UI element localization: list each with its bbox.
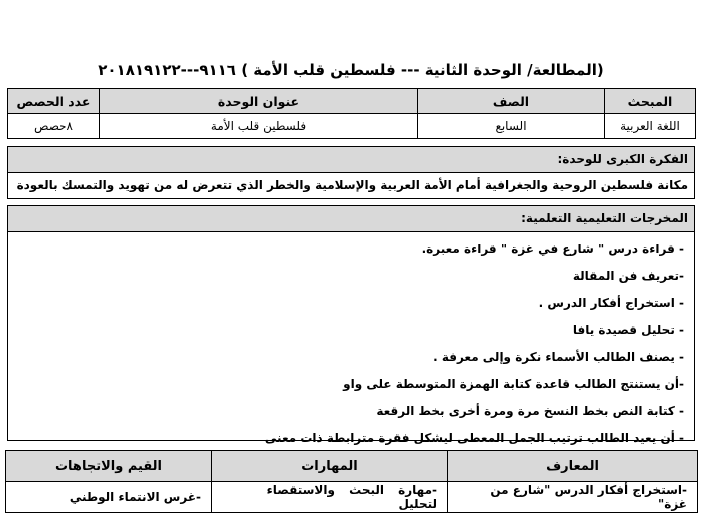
header-skills: المهارات: [212, 451, 448, 482]
learning-outcomes-list: [8, 232, 694, 452]
list-item: - تحليل قصيدة يافا: [572, 323, 684, 337]
ksv-content-row: [6, 482, 698, 513]
header-lesson-count: عدد الحصص: [8, 89, 100, 114]
values-cell: -غرس الانتماء الوطني: [6, 482, 212, 513]
skills-cell: -مهارة البحث والاستقصاء لتحليل: [212, 482, 448, 513]
header-subject: المبحث: [605, 89, 696, 114]
list-item: - قراءة درس " شارع في غزة " قراءة معبرة.: [421, 242, 684, 256]
value-lesson-count: ٨حصص: [8, 114, 100, 139]
list-item: -تعريف فن المقالة: [572, 269, 684, 283]
page-title: (المطالعة/ الوحدة الثانية --- فلسطين قلب الأمة ) ٩١١٦---٢٠١٨١٩١٢٢: [98, 61, 604, 79]
knowledge-cell: -استخراج أفكار الدرس "شارع من غزة": [448, 482, 698, 513]
learning-outcomes-heading: المخرجات التعليمية التعلمية:: [8, 206, 694, 232]
unit-info-table: [7, 88, 696, 139]
header-values: القيم والاتجاهات: [6, 451, 212, 482]
list-item: -أن يستنتج الطالب قاعدة كتابة الهمزة المتوسطة على واو: [343, 377, 684, 391]
knowledge-skills-values-table: [5, 450, 698, 513]
big-idea-section: [7, 146, 695, 199]
header-knowledge: المعارف: [448, 451, 698, 482]
list-item: - كتابة النص بخط النسخ مرة ومرة أخرى بخط الرقعة: [376, 404, 684, 418]
big-idea-text: مكانة فلسطين الروحية والجغرافية أمام الأمة العربية والإسلامية والخطر الذي تتعرض له من تهويد والتمسك بالعودة: [16, 178, 688, 192]
list-item: - استخراج أفكار الدرس .: [538, 296, 684, 310]
unit-info-value-row: [8, 114, 696, 139]
value-subject: اللغة العربية: [605, 114, 696, 139]
header-grade: الصف: [418, 89, 605, 114]
header-unit-title: عنوان الوحدة: [100, 89, 418, 114]
big-idea-heading: الفكرة الكبرى للوحدة:: [8, 147, 694, 173]
list-item: - يصنف الطالب الأسماء نكرة وإلى معرفة .: [433, 350, 684, 364]
learning-outcomes-section: [7, 205, 695, 445]
value-unit-title: فلسطين قلب الأمة: [100, 114, 418, 139]
ksv-header-row: [6, 451, 698, 482]
value-grade: السابع: [418, 114, 605, 139]
unit-info-header-row: [8, 89, 696, 114]
list-item: - أن يعيد الطالب ترتيب الجمل المعطى ليشكل فقرة مترابطة ذات معنى: [264, 431, 684, 445]
